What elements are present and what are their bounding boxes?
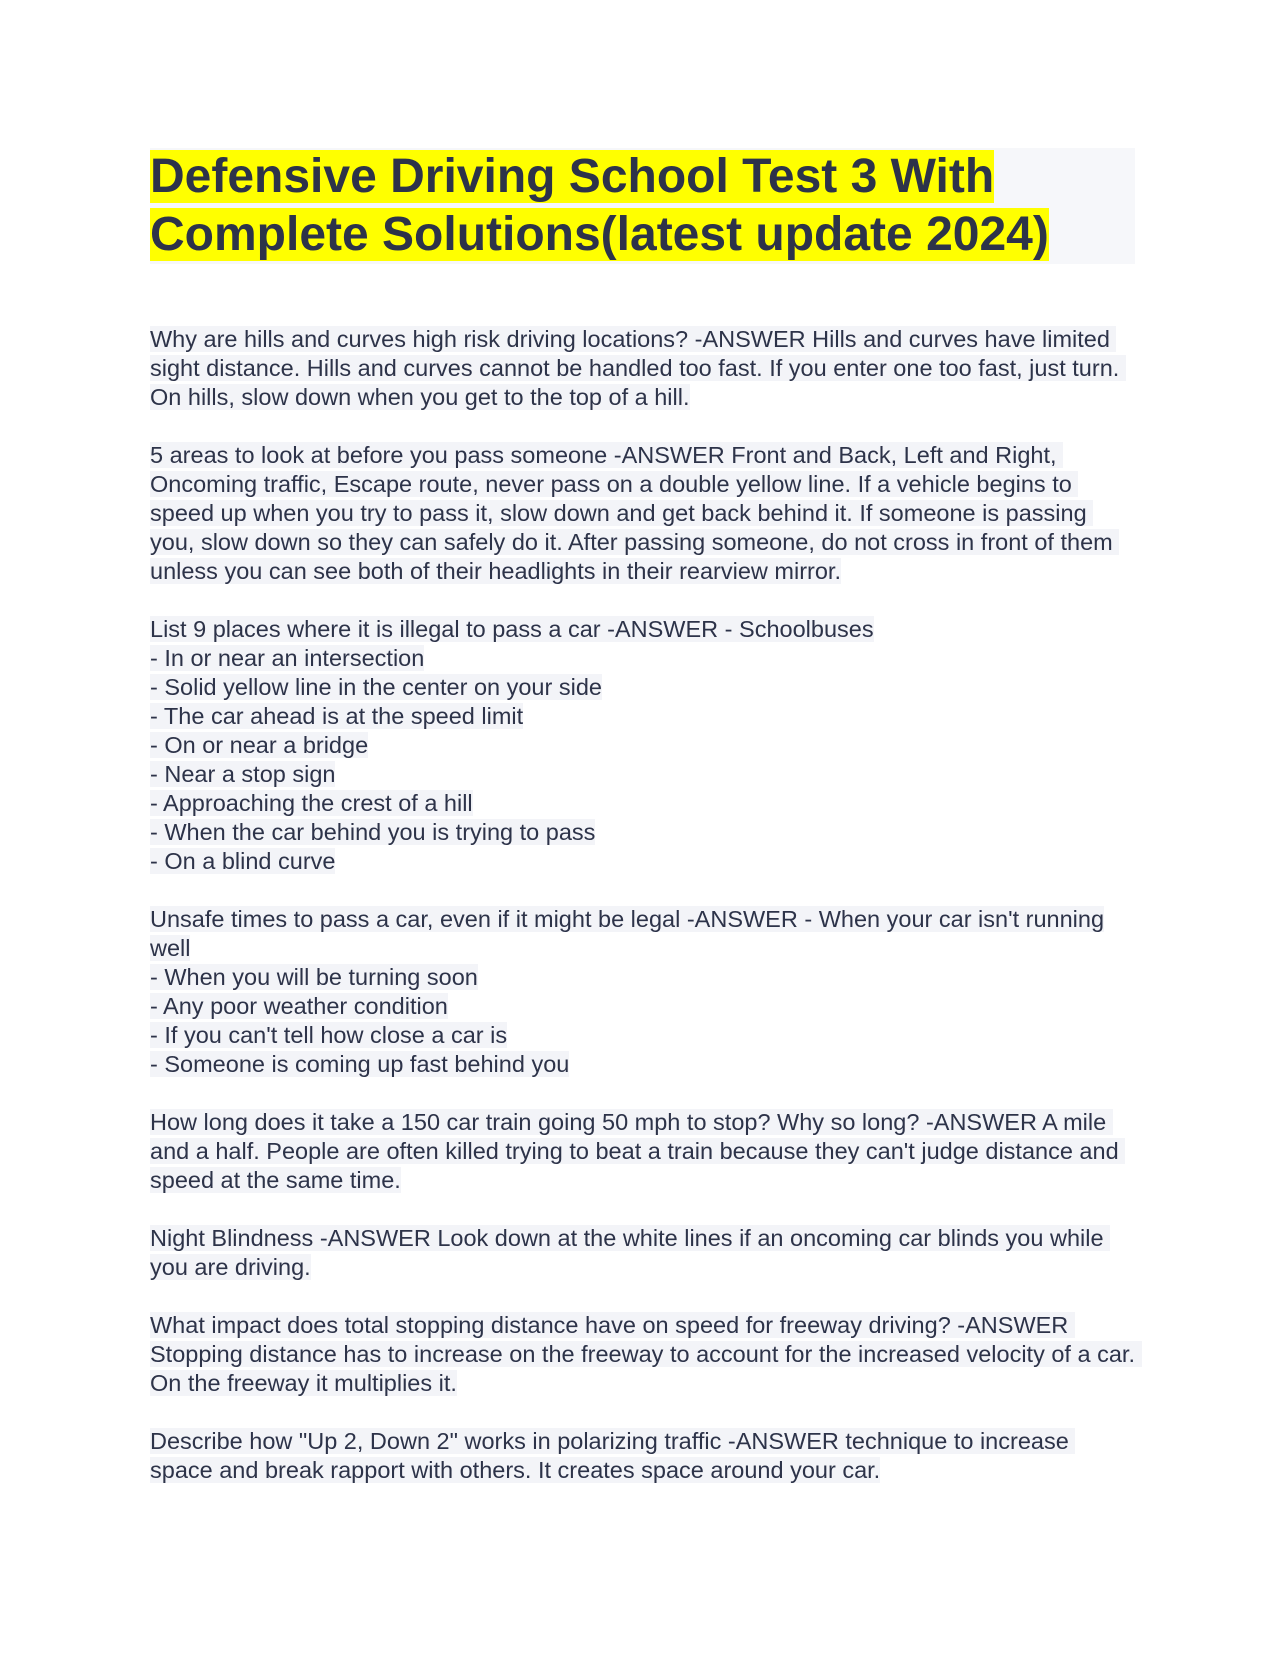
qa-text: List 9 places where it is illegal to pass a car -ANSWER - Schoolbuses bbox=[150, 616, 874, 642]
qa-paragraph-6 bbox=[150, 1224, 1135, 1282]
qa-text: 5 areas to look at before you pass someone -ANSWER Front and Back, Left and Right, Oncoming traffic, Escape route, never pass on a double yellow line. If a vehicle begins to speed up when you try to pass it, slow down and get back behind it. If someone is passing you, slow down so they can safely do it. After passing someone, do not cross in front of them unless you can see both of their headlights in their rearview mirror. bbox=[150, 442, 1120, 584]
qa-paragraph-8 bbox=[150, 1427, 1135, 1485]
qa-paragraph-4 bbox=[150, 905, 1135, 1079]
document-title bbox=[150, 148, 1135, 264]
list-item: - Someone is coming up fast behind you bbox=[150, 1051, 570, 1077]
list-item: - Approaching the crest of a hill bbox=[150, 790, 473, 816]
title-block bbox=[150, 148, 1135, 264]
qa-text: Unsafe times to pass a car, even if it might be legal -ANSWER - When your car isn't running well bbox=[150, 906, 1105, 961]
list-item: - The car ahead is at the speed limit bbox=[150, 703, 524, 729]
qa-text: Why are hills and curves high risk driving locations? -ANSWER Hills and curves have limited sight distance. Hills and curves cannot be handled too fast. If you enter one too fast, just turn. On hills, slow down when you get to the top of a hill. bbox=[150, 326, 1126, 410]
list-item: - Near a stop sign bbox=[150, 761, 336, 787]
title-line-1: Defensive Driving School Test 3 With bbox=[150, 150, 995, 203]
qa-text: How long does it take a 150 car train going 50 mph to stop? Why so long? -ANSWER A mile and a half. People are often killed trying to beat a train because they can't judge distance and speed at the same time. bbox=[150, 1109, 1126, 1193]
list-item: - In or near an intersection bbox=[150, 645, 425, 671]
list-item: - On a blind curve bbox=[150, 848, 336, 874]
qa-text: Night Blindness -ANSWER Look down at the white lines if an oncoming car blinds you while you are driving. bbox=[150, 1225, 1111, 1280]
title-line-2: Complete Solutions(latest update 2024) bbox=[150, 208, 1049, 261]
list-item: - When the car behind you is trying to pass bbox=[150, 819, 596, 845]
qa-paragraph-5 bbox=[150, 1108, 1135, 1195]
qa-text: Describe how "Up 2, Down 2" works in polarizing traffic -ANSWER technique to increase space and break rapport with others. It creates space around your car. bbox=[150, 1428, 1076, 1483]
qa-list bbox=[150, 325, 1142, 1485]
qa-paragraph-7 bbox=[150, 1311, 1142, 1398]
list-item: - If you can't tell how close a car is bbox=[150, 1022, 508, 1048]
qa-paragraph-1 bbox=[150, 325, 1135, 412]
list-item: - On or near a bridge bbox=[150, 732, 369, 758]
document-page bbox=[150, 148, 1142, 1514]
list-item: - When you will be turning soon bbox=[150, 964, 478, 990]
qa-paragraph-2 bbox=[150, 441, 1135, 586]
list-item: - Solid yellow line in the center on your side bbox=[150, 674, 602, 700]
qa-text: What impact does total stopping distance have on speed for freeway driving? -ANSWER Stopping distance has to increase on the freeway to account for the increased velocity of a car. On the freeway it multiplies it. bbox=[150, 1312, 1142, 1396]
list-item: - Any poor weather condition bbox=[150, 993, 448, 1019]
qa-paragraph-3 bbox=[150, 615, 1135, 876]
